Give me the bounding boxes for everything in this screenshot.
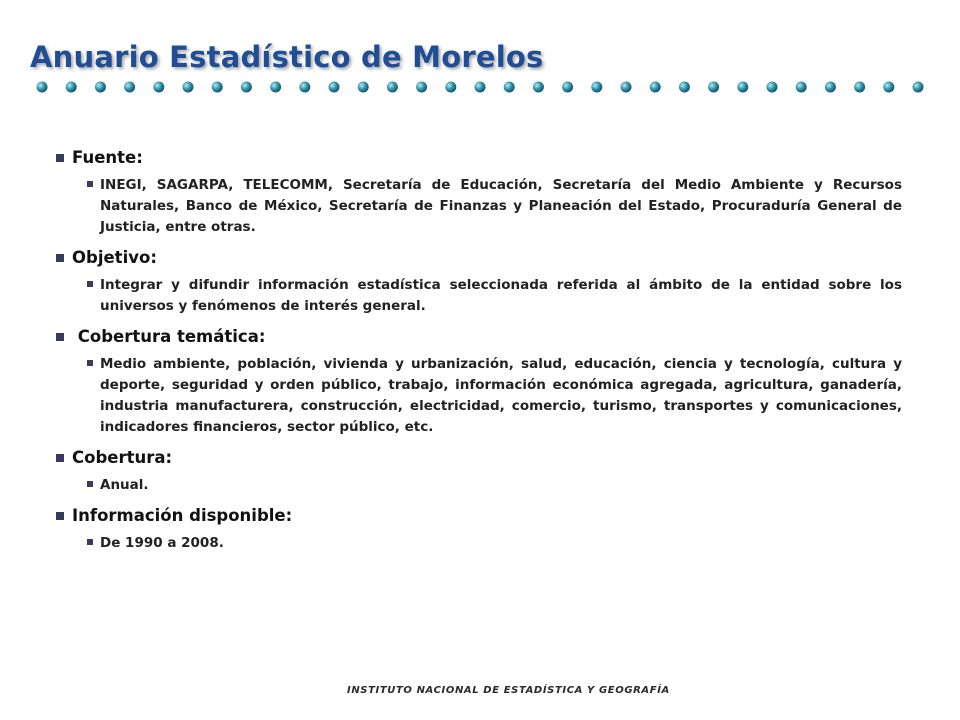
content-list <box>56 148 902 564</box>
divider-dot <box>737 82 748 93</box>
section-heading-cobertura <box>56 448 902 467</box>
divider-dot <box>650 82 661 93</box>
institution-footer: INSTITUTO NACIONAL DE ESTADÍSTICA Y GEOGRAFÍA <box>347 685 670 696</box>
square-bullet-icon <box>87 539 93 545</box>
section-heading-informacion-disponible <box>56 506 902 525</box>
divider-dot <box>679 82 690 93</box>
section-heading-label: Cobertura temática: <box>72 327 266 346</box>
square-bullet-icon <box>87 360 93 366</box>
divider-dot <box>445 82 456 93</box>
divider-dot <box>913 82 924 93</box>
divider-dot <box>883 82 894 93</box>
divider-dot <box>591 82 602 93</box>
divider-dot <box>767 82 778 93</box>
divider-dot <box>66 82 77 93</box>
divider-dot <box>708 82 719 93</box>
square-bullet-icon <box>87 181 93 187</box>
divider-dot <box>241 82 252 93</box>
section-heading-cobertura-tematica <box>56 327 902 346</box>
section-heading-label: Fuente: <box>72 148 143 167</box>
section-body-text: INEGI, SAGARPA, TELECOMM, Secretaría de Educación, Secretaría del Medio Ambiente y Recursos Naturales, Banco de México, Secretaría de Finanzas y Planeación del Estado, Procuraduría General de Justicia, entre otras. <box>100 177 902 235</box>
section-body-text: Integrar y difundir información estadística seleccionada referida al ámbito de la entidad sobre los universos y fenómenos de interés general. <box>100 277 902 314</box>
divider-dot <box>387 82 398 93</box>
section-body-text: Medio ambiente, población, vivienda y urbanización, salud, educación, ciencia y tecnología, cultura y deporte, seguridad y orden público, trabajo, información económica agregada, agricultura, ganadería, industria manufacturera, construcción, electricidad, comercio, turismo, transportes y comunicaciones, indicadores financieros, sector público, etc. <box>100 356 902 435</box>
square-bullet-icon <box>56 254 64 262</box>
section-heading-fuente <box>56 148 902 167</box>
section-body-cobertura-tematica <box>87 354 902 438</box>
divider-dot <box>796 82 807 93</box>
section-heading-label: Cobertura: <box>72 448 173 467</box>
section-body-informacion-disponible <box>87 533 902 554</box>
divider-dot <box>270 82 281 93</box>
section-heading-objetivo <box>56 248 902 267</box>
decorative-dot-divider <box>36 80 936 94</box>
square-bullet-icon <box>56 333 64 341</box>
divider-dot <box>504 82 515 93</box>
section-body-fuente <box>87 175 902 238</box>
divider-dot <box>854 82 865 93</box>
section-heading-label: Información disponible: <box>72 506 293 525</box>
divider-dot <box>475 82 486 93</box>
divider-dot <box>621 82 632 93</box>
divider-dot <box>95 82 106 93</box>
section-body-objetivo <box>87 275 902 317</box>
section-body-text: De 1990 a 2008. <box>100 535 224 551</box>
divider-dot <box>183 82 194 93</box>
page-title: Anuario Estadístico de Morelos <box>30 40 544 74</box>
divider-dot <box>153 82 164 93</box>
section-body-cobertura <box>87 475 902 496</box>
divider-dot <box>416 82 427 93</box>
divider-dot <box>358 82 369 93</box>
square-bullet-icon <box>56 512 64 520</box>
divider-dot <box>825 82 836 93</box>
square-bullet-icon <box>56 154 64 162</box>
divider-dot <box>329 82 340 93</box>
divider-dot <box>533 82 544 93</box>
divider-dot <box>299 82 310 93</box>
square-bullet-icon <box>87 481 93 487</box>
divider-dot <box>37 82 48 93</box>
section-body-text: Anual. <box>100 477 149 493</box>
divider-dot <box>212 82 223 93</box>
divider-dot <box>124 82 135 93</box>
divider-dot <box>562 82 573 93</box>
square-bullet-icon <box>56 454 64 462</box>
section-heading-label: Objetivo: <box>72 248 157 267</box>
square-bullet-icon <box>87 281 93 287</box>
